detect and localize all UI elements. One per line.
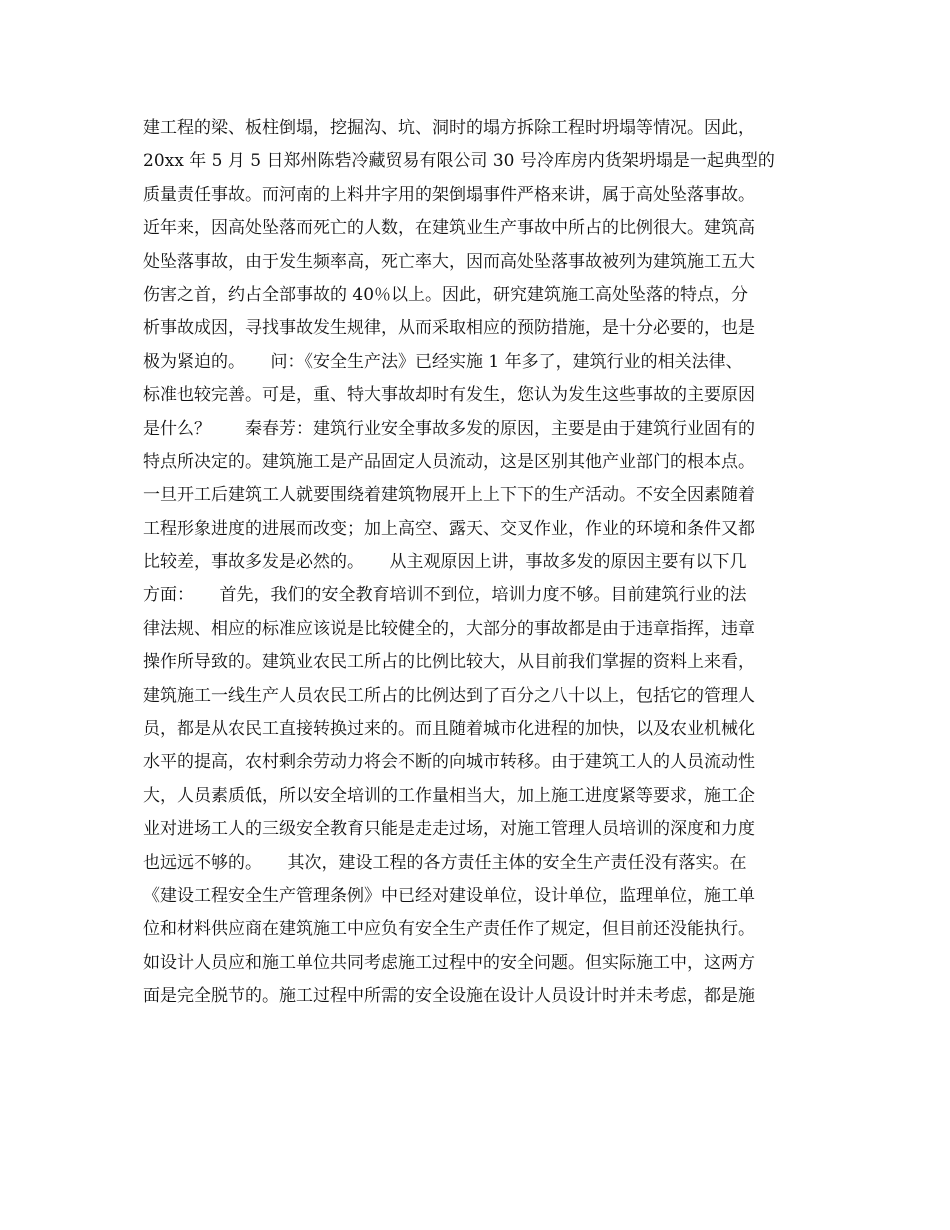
text-line: 比较差，事故多发是必然的。 从主观原因上讲，事故多发的原因主要有以下几 bbox=[143, 552, 747, 573]
text-line: 质量责任事故。而河南的上料井字用的架倒塌事件严格来讲，属于高处坠落事故。 bbox=[143, 184, 755, 205]
text-line: 面是完全脱节的。施工过程中所需的安全设施在设计人员设计时并未考虑，都是施 bbox=[143, 986, 755, 1007]
text-line: 极为紧迫的。 问：《安全生产法》已经实施 1 年多了，建筑行业的相关法律、 bbox=[143, 351, 743, 372]
text-line: 工程形象进度的进展而改变；加上高空、露天、交叉作业，作业的环境和条件又都 bbox=[143, 518, 755, 539]
text-line: 处坠落事故，由于发生频率高，死亡率大，因而高处坠落事故被列为建筑施工五大 bbox=[143, 251, 755, 272]
text-line: 标准也较完善。可是，重、特大事故却时有发生，您认为发生这些事故的主要原因 bbox=[143, 385, 755, 406]
text-line: 位和材料供应商在建筑施工中应负有安全生产责任作了规定，但目前还没能执行。 bbox=[143, 919, 755, 940]
text-line: 是什么？ 秦春芳：建筑行业安全事故多发的原因，主要是由于建筑行业固有的 bbox=[143, 418, 755, 439]
text-line: 业对进场工人的三级安全教育只能是走走过场，对施工管理人员培训的深度和力度 bbox=[143, 819, 755, 840]
text-line: 大，人员素质低，所以安全培训的工作量相当大，加上施工进度紧等要求，施工企 bbox=[143, 785, 755, 806]
text-line: 员，都是从农民工直接转换过来的。而且随着城市化进程的加快，以及农业机械化 bbox=[143, 719, 755, 740]
text-line: 水平的提高，农村剩余劳动力将会不断的向城市转移。由于建筑工人的人员流动性 bbox=[143, 752, 755, 773]
body-text bbox=[143, 112, 828, 1014]
text-line: 律法规、相应的标准应该说是比较健全的，大部分的事故都是由于违章指挥，违章 bbox=[143, 618, 755, 639]
text-line: 方面： 首先，我们的安全教育培训不到位，培训力度不够。目前建筑行业的法 bbox=[143, 585, 747, 606]
text-line: 操作所导致的。建筑业农民工所占的比例比较大，从目前我们掌握的资料上来看， bbox=[143, 652, 755, 673]
text-line: 析事故成因，寻找事故发生规律，从而采取相应的预防措施，是十分必要的，也是 bbox=[143, 318, 755, 339]
text-line: 伤害之首，约占全部事故的 40％以上。因此，研究建筑施工高处坠落的特点，分 bbox=[143, 284, 749, 305]
text-line: 建筑施工一线生产人员农民工所占的比例达到了百分之八十以上，包括它的管理人 bbox=[143, 685, 755, 706]
text-line: 一旦开工后建筑工人就要围绕着建筑物展开上上下下的生产活动。不安全因素随着 bbox=[143, 485, 755, 506]
text-line: 也远远不够的。 其次，建设工程的各方责任主体的安全生产责任没有落实。在 bbox=[143, 852, 747, 873]
text-line: 如设计人员应和施工单位共同考虑施工过程中的安全问题。但实际施工中，这两方 bbox=[143, 952, 755, 973]
text-line: 近年来，因高处坠落而死亡的人数，在建筑业生产事故中所占的比例很大。建筑高 bbox=[143, 218, 755, 239]
text-line: 建工程的梁、板柱倒塌，挖掘沟、坑、洞时的塌方拆除工程时坍塌等情况。因此， bbox=[143, 118, 755, 138]
text-line: 特点所决定的。建筑施工是产品固定人员流动，这是区别其他产业部门的根本点。 bbox=[143, 451, 755, 472]
text-line: 20xx 年 5 月 5 日郑州陈砦冷藏贸易有限公司 30 号冷库房内货架坍塌是一起典型的 bbox=[143, 151, 775, 172]
text-line: 《建设工程安全生产管理条例》中已经对建设单位，设计单位，监理单位，施工单 bbox=[143, 885, 755, 906]
